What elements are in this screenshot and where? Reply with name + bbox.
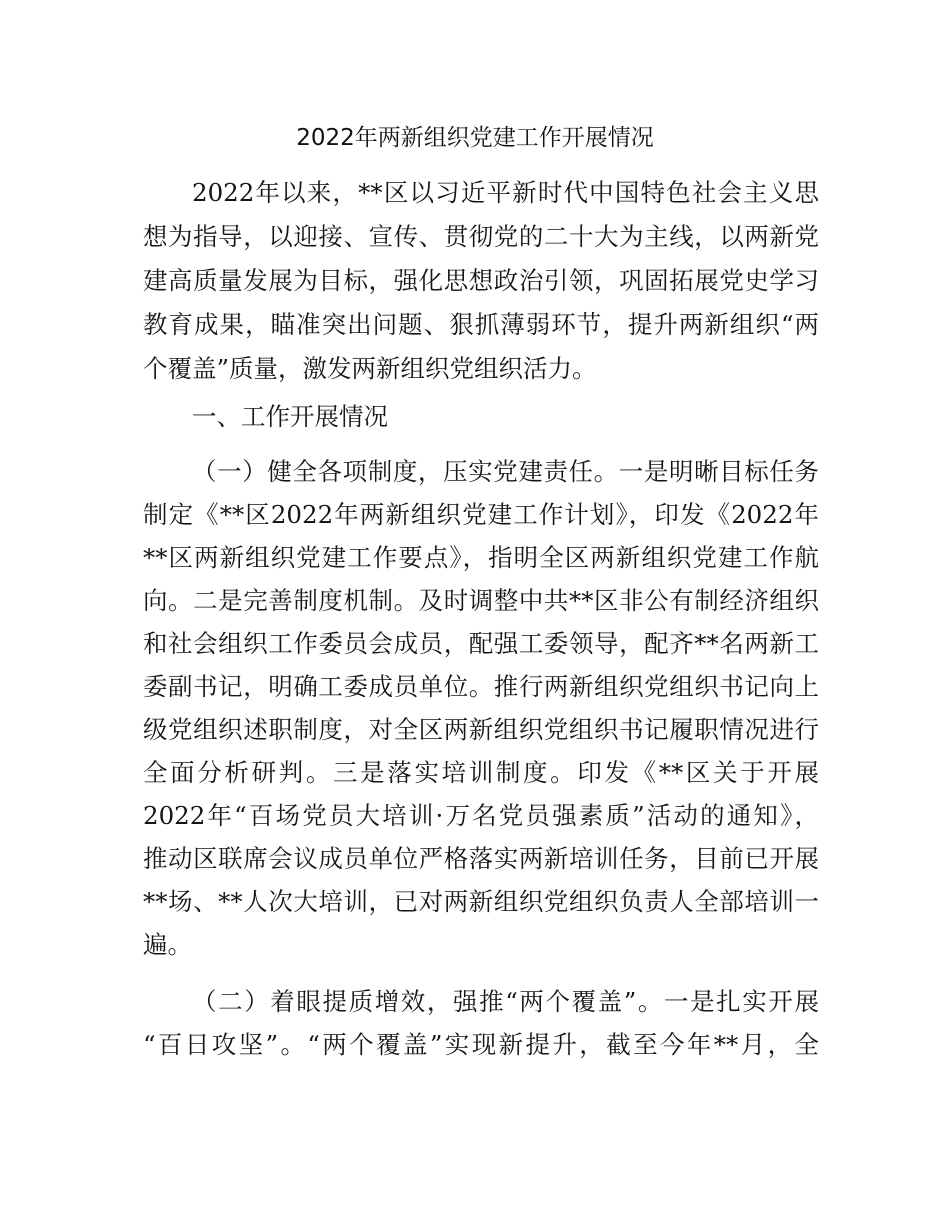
paragraph-line: **场、**人次大培训，已对两新组织党组织负责人全部培训一 <box>143 887 819 916</box>
paragraph-line: 和社会组织工作委员会成员，配强工委领导，配齐**名两新工 <box>143 629 819 658</box>
section-heading: 一、工作开展情况 <box>192 402 388 431</box>
paragraph-line: 制定《**区2022年两新组织党建工作计划》，印发《2022年 <box>143 500 819 529</box>
paragraph-line: 2022年以来，**区以习近平新时代中国特色社会主义思 <box>192 178 819 207</box>
paragraph-line: 建高质量发展为目标，强化思想政治引领，巩固拓展党史学习 <box>143 266 819 295</box>
paragraph-line: （一）健全各项制度，压实党建责任。一是明晰目标任务 <box>192 457 819 486</box>
paragraph-line: 遍。 <box>143 930 192 959</box>
paragraph-line: “百日攻坚”。“两个覆盖”实现新提升，截至今年**月，全 <box>143 1030 819 1059</box>
paragraph-line: 级党组织述职制度，对全区两新组织党组织书记履职情况进行 <box>143 715 819 744</box>
paragraph-line: 全面分析研判。三是落实培训制度。印发《**区关于开展 <box>143 758 819 787</box>
paragraph-line: 向。二是完善制度机制。及时调整中共**区非公有制经济组织 <box>143 586 819 615</box>
document-title: 2022年两新组织党建工作开展情况 <box>296 125 654 151</box>
paragraph-line: 个覆盖”质量，激发两新组织党组织活力。 <box>143 354 597 383</box>
paragraph-line: 推动区联席会议成员单位严格落实两新培训任务，目前已开展 <box>143 844 819 873</box>
paragraph-line: 想为指导，以迎接、宣传、贯彻党的二十大为主线，以两新党 <box>143 222 819 251</box>
paragraph-line: 2022年“百场党员大培训·万名党员强素质”活动的通知》， <box>143 801 819 830</box>
paragraph-line: **区两新组织党建工作要点》，指明全区两新组织党建工作航 <box>143 543 819 572</box>
paragraph-line: 教育成果，瞄准突出问题、狠抓薄弱环节，提升两新组织“两 <box>143 310 819 339</box>
paragraph-line: 委副书记，明确工委成员单位。推行两新组织党组织书记向上 <box>143 672 819 701</box>
paragraph-line: （二）着眼提质增效，强推“两个覆盖”。一是扎实开展 <box>192 987 819 1016</box>
